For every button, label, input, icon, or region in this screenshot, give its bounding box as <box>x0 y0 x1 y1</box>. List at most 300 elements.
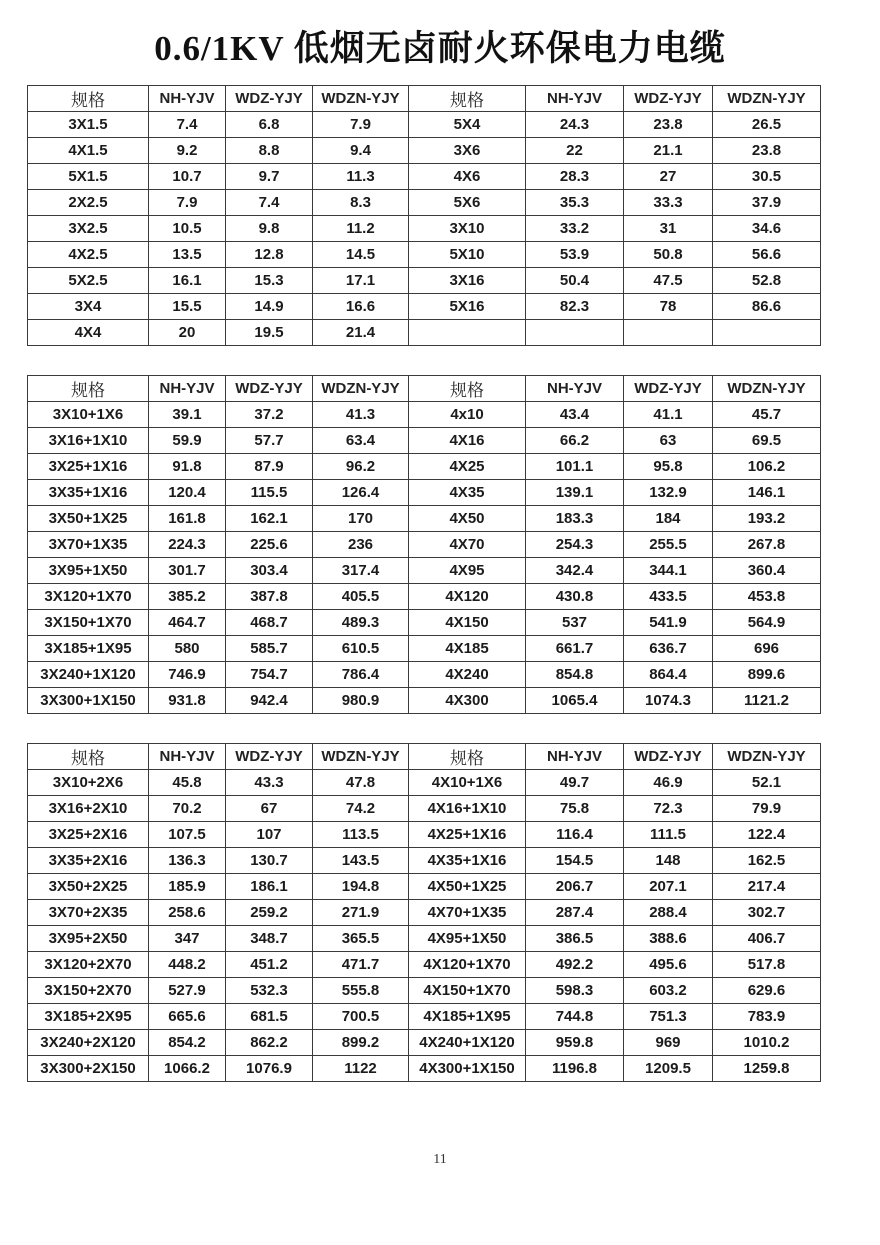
weight-cell: 7.9 <box>149 190 226 216</box>
weight-cell: 7.4 <box>226 190 313 216</box>
page-title: 0.6/1KV 低烟无卤耐火环保电力电缆 <box>154 29 726 68</box>
weight-cell: 8.3 <box>313 190 409 216</box>
column-header-wdzn-yjy: WDZN-YJY <box>713 86 821 112</box>
column-header-spec: 规格 <box>28 744 149 770</box>
spec-cell: 4X25 <box>409 454 526 480</box>
spec-cell: 4X240 <box>409 662 526 688</box>
weight-cell: 107 <box>226 822 313 848</box>
weight-cell: 27 <box>624 164 713 190</box>
column-header-spec: 规格 <box>28 86 149 112</box>
weight-cell: 186.1 <box>226 874 313 900</box>
weight-cell: 942.4 <box>226 688 313 714</box>
weight-cell: 69.5 <box>713 428 821 454</box>
weight-cell <box>624 320 713 346</box>
weight-cell: 59.9 <box>149 428 226 454</box>
spec-cell: 4X35+1X16 <box>409 848 526 874</box>
weight-cell: 35.3 <box>526 190 624 216</box>
weight-cell: 82.3 <box>526 294 624 320</box>
weight-cell: 63.4 <box>313 428 409 454</box>
weight-cell: 194.8 <box>313 874 409 900</box>
weight-cell: 74.2 <box>313 796 409 822</box>
spec-cell: 3X120+1X70 <box>28 584 149 610</box>
weight-cell: 39.1 <box>149 402 226 428</box>
spec-cell: 3X4 <box>28 294 149 320</box>
table-row <box>28 164 821 190</box>
column-header-wdz-yjy: WDZ-YJY <box>226 376 313 402</box>
weight-cell: 206.7 <box>526 874 624 900</box>
weight-cell: 267.8 <box>713 532 821 558</box>
weight-cell: 14.5 <box>313 242 409 268</box>
weight-cell: 75.8 <box>526 796 624 822</box>
weight-cell: 116.4 <box>526 822 624 848</box>
weight-cell: 783.9 <box>713 1004 821 1030</box>
weight-cell: 636.7 <box>624 636 713 662</box>
weight-cell: 111.5 <box>624 822 713 848</box>
table-row <box>28 532 821 558</box>
spec-cell: 4X16 <box>409 428 526 454</box>
weight-cell: 161.8 <box>149 506 226 532</box>
weight-cell: 1074.3 <box>624 688 713 714</box>
spec-cell: 3X70+2X35 <box>28 900 149 926</box>
table-row <box>28 688 821 714</box>
weight-cell: 9.7 <box>226 164 313 190</box>
weight-cell: 132.9 <box>624 480 713 506</box>
weight-cell: 468.7 <box>226 610 313 636</box>
weight-cell: 47.5 <box>624 268 713 294</box>
weight-cell: 57.7 <box>226 428 313 454</box>
spec-cell: 3X50+2X25 <box>28 874 149 900</box>
weight-cell: 184 <box>624 506 713 532</box>
column-header-wdz-yjy: WDZ-YJY <box>624 744 713 770</box>
weight-cell: 34.6 <box>713 216 821 242</box>
spec-cell: 4X16+1X10 <box>409 796 526 822</box>
spec-cell: 3X35+2X16 <box>28 848 149 874</box>
weight-cell: 146.1 <box>713 480 821 506</box>
weight-cell: 1121.2 <box>713 688 821 714</box>
weight-cell: 6.8 <box>226 112 313 138</box>
weight-cell: 9.8 <box>226 216 313 242</box>
spec-cell: 3X240+1X120 <box>28 662 149 688</box>
weight-cell: 31 <box>624 216 713 242</box>
weight-cell: 52.1 <box>713 770 821 796</box>
table-row <box>28 454 821 480</box>
table-row <box>28 1030 821 1056</box>
weight-cell: 288.4 <box>624 900 713 926</box>
weight-cell: 598.3 <box>526 978 624 1004</box>
weight-cell: 387.8 <box>226 584 313 610</box>
spec-cell: 3X10 <box>409 216 526 242</box>
table-row <box>28 900 821 926</box>
spec-cell: 3X95+1X50 <box>28 558 149 584</box>
weight-cell: 45.7 <box>713 402 821 428</box>
spec-cell: 3X150+2X70 <box>28 978 149 1004</box>
weight-cell: 303.4 <box>226 558 313 584</box>
weight-cell: 16.1 <box>149 268 226 294</box>
spec-cell: 4X50 <box>409 506 526 532</box>
table-row <box>28 138 821 164</box>
weight-cell: 24.3 <box>526 112 624 138</box>
column-header-wdzn-yjy: WDZN-YJY <box>713 744 821 770</box>
weight-cell: 225.6 <box>226 532 313 558</box>
spec-cell: 5X6 <box>409 190 526 216</box>
spec-cell: 4X50+1X25 <box>409 874 526 900</box>
weight-cell: 50.8 <box>624 242 713 268</box>
weight-cell: 139.1 <box>526 480 624 506</box>
table-row <box>28 216 821 242</box>
spec-cell: 4X2.5 <box>28 242 149 268</box>
weight-cell: 10.7 <box>149 164 226 190</box>
weight-cell: 23.8 <box>713 138 821 164</box>
weight-cell: 700.5 <box>313 1004 409 1030</box>
weight-cell: 969 <box>624 1030 713 1056</box>
spec-cell: 2X2.5 <box>28 190 149 216</box>
weight-cell: 754.7 <box>226 662 313 688</box>
spec-cell: 3X50+1X25 <box>28 506 149 532</box>
spec-cell: 3X185+2X95 <box>28 1004 149 1030</box>
weight-cell: 41.3 <box>313 402 409 428</box>
table-row <box>28 610 821 636</box>
weight-cell: 96.2 <box>313 454 409 480</box>
weight-cell: 464.7 <box>149 610 226 636</box>
spec-cell: 3X120+2X70 <box>28 952 149 978</box>
column-header-spec: 规格 <box>409 86 526 112</box>
weight-cell: 451.2 <box>226 952 313 978</box>
spec-cell: 4x10 <box>409 402 526 428</box>
weight-cell: 348.7 <box>226 926 313 952</box>
spec-cell: 3X1.5 <box>28 112 149 138</box>
weight-cell: 751.3 <box>624 1004 713 1030</box>
table-row <box>28 584 821 610</box>
spec-cell <box>409 320 526 346</box>
table-row <box>28 402 821 428</box>
spec-cell: 3X70+1X35 <box>28 532 149 558</box>
table-row <box>28 662 821 688</box>
weight-cell: 931.8 <box>149 688 226 714</box>
table-row <box>28 506 821 532</box>
spec-cell: 3X150+1X70 <box>28 610 149 636</box>
table-row <box>28 320 821 346</box>
weight-cell: 46.9 <box>624 770 713 796</box>
weight-cell: 12.8 <box>226 242 313 268</box>
column-header-wdz-yjy: WDZ-YJY <box>624 86 713 112</box>
weight-cell: 1066.2 <box>149 1056 226 1082</box>
weight-cell: 696 <box>713 636 821 662</box>
spec-cell: 4X150+1X70 <box>409 978 526 1004</box>
column-header-wdzn-yjy: WDZN-YJY <box>313 376 409 402</box>
weight-cell: 7.9 <box>313 112 409 138</box>
spec-cell: 3X95+2X50 <box>28 926 149 952</box>
weight-cell: 19.5 <box>226 320 313 346</box>
weight-cell: 23.8 <box>624 112 713 138</box>
weight-cell: 13.5 <box>149 242 226 268</box>
column-header-spec: 规格 <box>409 376 526 402</box>
spec-cell: 4X95 <box>409 558 526 584</box>
weight-cell: 37.2 <box>226 402 313 428</box>
spec-cell: 5X10 <box>409 242 526 268</box>
weight-cell: 91.8 <box>149 454 226 480</box>
weight-cell: 52.8 <box>713 268 821 294</box>
weight-cell: 30.5 <box>713 164 821 190</box>
weight-cell: 183.3 <box>526 506 624 532</box>
weight-cell: 532.3 <box>226 978 313 1004</box>
header-row <box>28 86 821 112</box>
spec-cell: 4X6 <box>409 164 526 190</box>
weight-cell: 49.7 <box>526 770 624 796</box>
weight-cell: 217.4 <box>713 874 821 900</box>
weight-cell: 489.3 <box>313 610 409 636</box>
weight-cell: 580 <box>149 636 226 662</box>
weight-cell: 1122 <box>313 1056 409 1082</box>
column-header-nh-yjv: NH-YJV <box>526 86 624 112</box>
spec-cell: 4X70+1X35 <box>409 900 526 926</box>
weight-cell: 665.6 <box>149 1004 226 1030</box>
spec-cell: 3X185+1X95 <box>28 636 149 662</box>
cable-table-1 <box>27 85 821 346</box>
weight-cell: 537 <box>526 610 624 636</box>
weight-cell: 1259.8 <box>713 1056 821 1082</box>
spec-cell: 5X1.5 <box>28 164 149 190</box>
weight-cell: 66.2 <box>526 428 624 454</box>
weight-cell: 744.8 <box>526 1004 624 1030</box>
weight-cell: 254.3 <box>526 532 624 558</box>
weight-cell: 37.9 <box>713 190 821 216</box>
weight-cell: 47.8 <box>313 770 409 796</box>
spec-cell: 4X300 <box>409 688 526 714</box>
weight-cell: 21.1 <box>624 138 713 164</box>
weight-cell: 258.6 <box>149 900 226 926</box>
column-header-wdzn-yjy: WDZN-YJY <box>313 744 409 770</box>
weight-cell: 56.6 <box>713 242 821 268</box>
weight-cell: 170 <box>313 506 409 532</box>
weight-cell: 786.4 <box>313 662 409 688</box>
table-row <box>28 428 821 454</box>
spec-cell: 3X240+2X120 <box>28 1030 149 1056</box>
spec-cell: 4X120+1X70 <box>409 952 526 978</box>
page-number: 11 <box>433 1152 447 1167</box>
column-header-spec: 规格 <box>28 376 149 402</box>
weight-cell: 959.8 <box>526 1030 624 1056</box>
weight-cell: 433.5 <box>624 584 713 610</box>
table-row <box>28 268 821 294</box>
column-header-nh-yjv: NH-YJV <box>526 744 624 770</box>
table-row <box>28 952 821 978</box>
table-row <box>28 926 821 952</box>
table-row <box>28 874 821 900</box>
weight-cell: 207.1 <box>624 874 713 900</box>
weight-cell: 106.2 <box>713 454 821 480</box>
spec-cell: 4X25+1X16 <box>409 822 526 848</box>
table-row <box>28 558 821 584</box>
spec-cell: 4X300+1X150 <box>409 1056 526 1082</box>
column-header-nh-yjv: NH-YJV <box>149 744 226 770</box>
weight-cell: 9.2 <box>149 138 226 164</box>
spec-cell: 3X300+1X150 <box>28 688 149 714</box>
weight-cell: 95.8 <box>624 454 713 480</box>
weight-cell: 495.6 <box>624 952 713 978</box>
weight-cell: 1076.9 <box>226 1056 313 1082</box>
column-header-wdz-yjy: WDZ-YJY <box>226 744 313 770</box>
weight-cell: 661.7 <box>526 636 624 662</box>
header-row <box>28 376 821 402</box>
weight-cell: 271.9 <box>313 900 409 926</box>
weight-cell <box>526 320 624 346</box>
weight-cell: 120.4 <box>149 480 226 506</box>
weight-cell: 11.3 <box>313 164 409 190</box>
spec-cell: 3X16+2X10 <box>28 796 149 822</box>
weight-cell: 854.8 <box>526 662 624 688</box>
weight-cell: 130.7 <box>226 848 313 874</box>
weight-cell: 113.5 <box>313 822 409 848</box>
weight-cell: 980.9 <box>313 688 409 714</box>
spec-cell: 5X16 <box>409 294 526 320</box>
weight-cell: 287.4 <box>526 900 624 926</box>
weight-cell: 45.8 <box>149 770 226 796</box>
weight-cell: 899.6 <box>713 662 821 688</box>
spec-cell: 3X10+2X6 <box>28 770 149 796</box>
weight-cell: 20 <box>149 320 226 346</box>
weight-cell: 453.8 <box>713 584 821 610</box>
weight-cell: 430.8 <box>526 584 624 610</box>
weight-cell: 17.1 <box>313 268 409 294</box>
weight-cell: 14.9 <box>226 294 313 320</box>
weight-cell: 1065.4 <box>526 688 624 714</box>
spec-cell: 3X25+1X16 <box>28 454 149 480</box>
weight-cell: 406.7 <box>713 926 821 952</box>
weight-cell: 16.6 <box>313 294 409 320</box>
table-row <box>28 636 821 662</box>
weight-cell: 585.7 <box>226 636 313 662</box>
spec-cell: 4X95+1X50 <box>409 926 526 952</box>
weight-cell: 1209.5 <box>624 1056 713 1082</box>
table-row <box>28 1004 821 1030</box>
spec-cell: 3X35+1X16 <box>28 480 149 506</box>
spec-cell: 4X35 <box>409 480 526 506</box>
weight-cell: 9.4 <box>313 138 409 164</box>
weight-cell: 115.5 <box>226 480 313 506</box>
weight-cell: 162.1 <box>226 506 313 532</box>
spec-cell: 5X2.5 <box>28 268 149 294</box>
weight-cell: 101.1 <box>526 454 624 480</box>
column-header-wdzn-yjy: WDZN-YJY <box>713 376 821 402</box>
weight-cell: 15.5 <box>149 294 226 320</box>
weight-cell: 43.3 <box>226 770 313 796</box>
table-row <box>28 848 821 874</box>
column-header-spec: 规格 <box>409 744 526 770</box>
weight-cell: 862.2 <box>226 1030 313 1056</box>
table-row <box>28 796 821 822</box>
weight-cell: 492.2 <box>526 952 624 978</box>
weight-cell: 347 <box>149 926 226 952</box>
weight-cell: 899.2 <box>313 1030 409 1056</box>
weight-cell: 385.2 <box>149 584 226 610</box>
cable-table-3 <box>27 743 821 1082</box>
spec-cell: 3X300+2X150 <box>28 1056 149 1082</box>
weight-cell: 8.8 <box>226 138 313 164</box>
weight-cell: 864.4 <box>624 662 713 688</box>
weight-cell: 255.5 <box>624 532 713 558</box>
column-header-nh-yjv: NH-YJV <box>526 376 624 402</box>
spec-cell: 4X150 <box>409 610 526 636</box>
weight-cell: 1196.8 <box>526 1056 624 1082</box>
weight-cell: 43.4 <box>526 402 624 428</box>
table-row <box>28 190 821 216</box>
weight-cell: 7.4 <box>149 112 226 138</box>
weight-cell: 555.8 <box>313 978 409 1004</box>
weight-cell: 107.5 <box>149 822 226 848</box>
weight-cell: 388.6 <box>624 926 713 952</box>
weight-cell: 21.4 <box>313 320 409 346</box>
weight-cell: 405.5 <box>313 584 409 610</box>
weight-cell <box>713 320 821 346</box>
weight-cell: 302.7 <box>713 900 821 926</box>
weight-cell: 67 <box>226 796 313 822</box>
weight-cell: 746.9 <box>149 662 226 688</box>
table-row <box>28 242 821 268</box>
column-header-nh-yjv: NH-YJV <box>149 376 226 402</box>
weight-cell: 317.4 <box>313 558 409 584</box>
weight-cell: 33.3 <box>624 190 713 216</box>
spec-cell: 4X10+1X6 <box>409 770 526 796</box>
weight-cell: 11.2 <box>313 216 409 242</box>
weight-cell: 41.1 <box>624 402 713 428</box>
weight-cell: 22 <box>526 138 624 164</box>
weight-cell: 259.2 <box>226 900 313 926</box>
weight-cell: 28.3 <box>526 164 624 190</box>
weight-cell: 603.2 <box>624 978 713 1004</box>
table-row <box>28 978 821 1004</box>
spec-cell: 4X1.5 <box>28 138 149 164</box>
spec-cell: 4X70 <box>409 532 526 558</box>
weight-cell: 72.3 <box>624 796 713 822</box>
weight-cell: 136.3 <box>149 848 226 874</box>
weight-cell: 78 <box>624 294 713 320</box>
table-row <box>28 480 821 506</box>
weight-cell: 471.7 <box>313 952 409 978</box>
table-row <box>28 1056 821 1082</box>
column-header-wdz-yjy: WDZ-YJY <box>226 86 313 112</box>
table-row <box>28 770 821 796</box>
spec-cell: 3X25+2X16 <box>28 822 149 848</box>
weight-cell: 517.8 <box>713 952 821 978</box>
weight-cell: 143.5 <box>313 848 409 874</box>
weight-cell: 87.9 <box>226 454 313 480</box>
weight-cell: 185.9 <box>149 874 226 900</box>
weight-cell: 10.5 <box>149 216 226 242</box>
weight-cell: 854.2 <box>149 1030 226 1056</box>
weight-cell: 162.5 <box>713 848 821 874</box>
weight-cell: 1010.2 <box>713 1030 821 1056</box>
column-header-nh-yjv: NH-YJV <box>149 86 226 112</box>
table-row <box>28 294 821 320</box>
weight-cell: 344.1 <box>624 558 713 584</box>
weight-cell: 26.5 <box>713 112 821 138</box>
spec-cell: 4X4 <box>28 320 149 346</box>
weight-cell: 126.4 <box>313 480 409 506</box>
weight-cell: 70.2 <box>149 796 226 822</box>
weight-cell: 386.5 <box>526 926 624 952</box>
column-header-wdzn-yjy: WDZN-YJY <box>313 86 409 112</box>
header-row <box>28 744 821 770</box>
weight-cell: 342.4 <box>526 558 624 584</box>
cable-table-2 <box>27 375 821 714</box>
weight-cell: 79.9 <box>713 796 821 822</box>
weight-cell: 541.9 <box>624 610 713 636</box>
spec-cell: 3X6 <box>409 138 526 164</box>
weight-cell: 122.4 <box>713 822 821 848</box>
weight-cell: 224.3 <box>149 532 226 558</box>
spec-cell: 4X185+1X95 <box>409 1004 526 1030</box>
weight-cell: 86.6 <box>713 294 821 320</box>
